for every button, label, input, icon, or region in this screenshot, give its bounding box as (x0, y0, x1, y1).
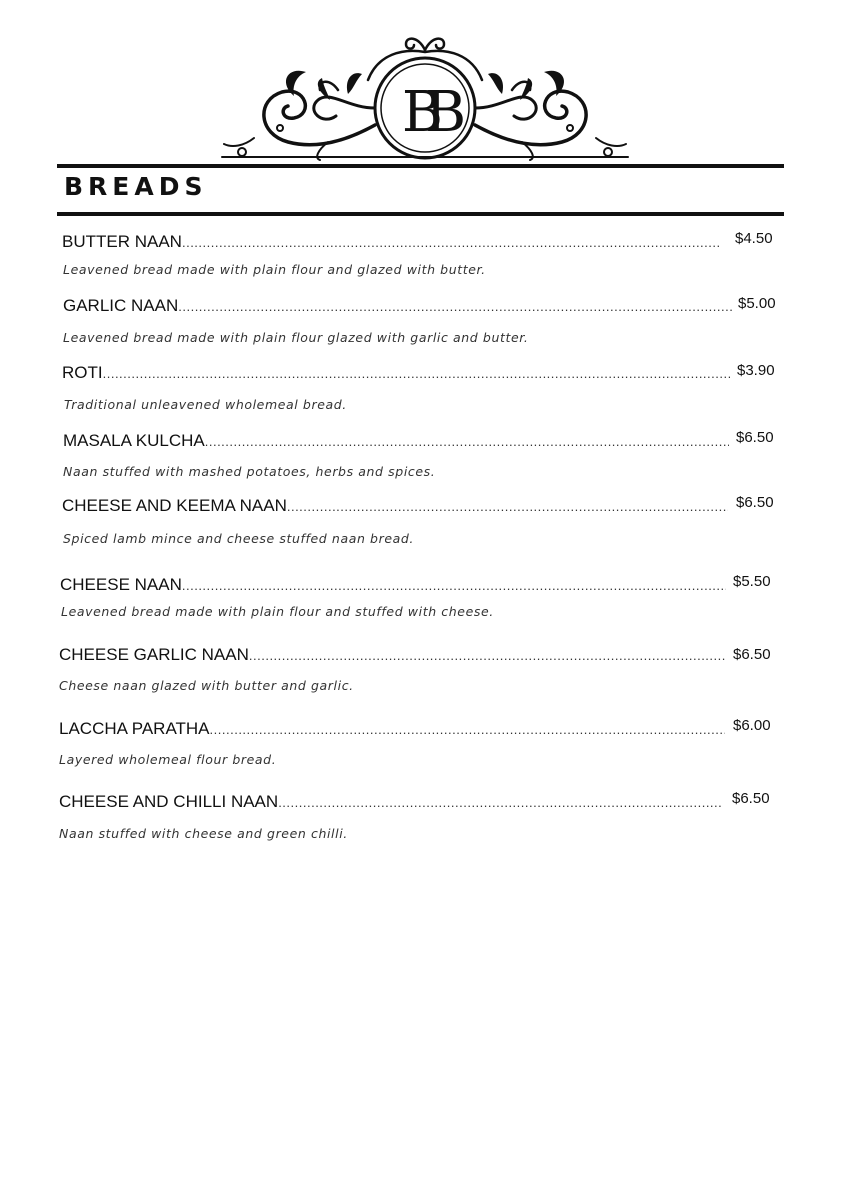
item-price: $6.50 (736, 429, 774, 446)
item-name: LACCHA PARATHA (59, 719, 210, 738)
item-name: CHEESE GARLIC NAAN (59, 645, 249, 664)
item-name: CHEESE NAAN (60, 575, 182, 594)
item-description: Naan stuffed with mashed potatoes, herbs and spices. (63, 464, 436, 479)
item-price: $5.00 (738, 295, 776, 312)
leader-dots (103, 366, 730, 381)
item-price: $4.50 (735, 230, 773, 247)
item-price: $6.00 (733, 717, 771, 734)
item-name: ROTI (62, 363, 103, 382)
item-price: $6.50 (736, 494, 774, 511)
ornamental-logo-icon (218, 30, 632, 162)
item-description: Spiced lamb mince and cheese stuffed naan bread. (63, 531, 414, 546)
item-name: MASALA KULCHA (63, 431, 205, 450)
section-title: BREADS (64, 172, 208, 201)
item-name: BUTTER NAAN (62, 232, 182, 251)
item-description: Leavened bread made with plain flour and glazed with butter. (63, 262, 486, 277)
logo-monogram: BB (401, 80, 449, 145)
item-price: $5.50 (733, 573, 771, 590)
item-description: Leavened bread made with plain flour and stuffed with cheese. (61, 604, 494, 619)
leader-dots (287, 499, 728, 514)
item-description: Layered wholemeal flour bread. (59, 752, 277, 767)
item-price: $6.50 (732, 790, 770, 807)
leader-dots (210, 722, 725, 737)
leader-dots (278, 795, 721, 810)
header-top-rule (57, 164, 784, 168)
leader-dots (182, 578, 726, 593)
leader-dots (182, 235, 720, 250)
item-name: CHEESE AND KEEMA NAAN (62, 496, 287, 515)
header-bottom-rule (57, 212, 784, 216)
item-description: Cheese naan glazed with butter and garlic. (59, 678, 354, 693)
item-description: Traditional unleavened wholemeal bread. (64, 397, 347, 412)
leader-dots (249, 648, 725, 663)
leader-dots (178, 299, 732, 314)
item-description: Leavened bread made with plain flour glazed with garlic and butter. (63, 330, 529, 345)
item-name: CHEESE AND CHILLI NAAN (59, 792, 279, 811)
item-price: $6.50 (733, 646, 771, 663)
item-price: $3.90 (737, 362, 775, 379)
item-name: GARLIC NAAN (63, 296, 179, 315)
item-description: Naan stuffed with cheese and green chilli. (59, 826, 348, 841)
leader-dots (205, 434, 729, 449)
